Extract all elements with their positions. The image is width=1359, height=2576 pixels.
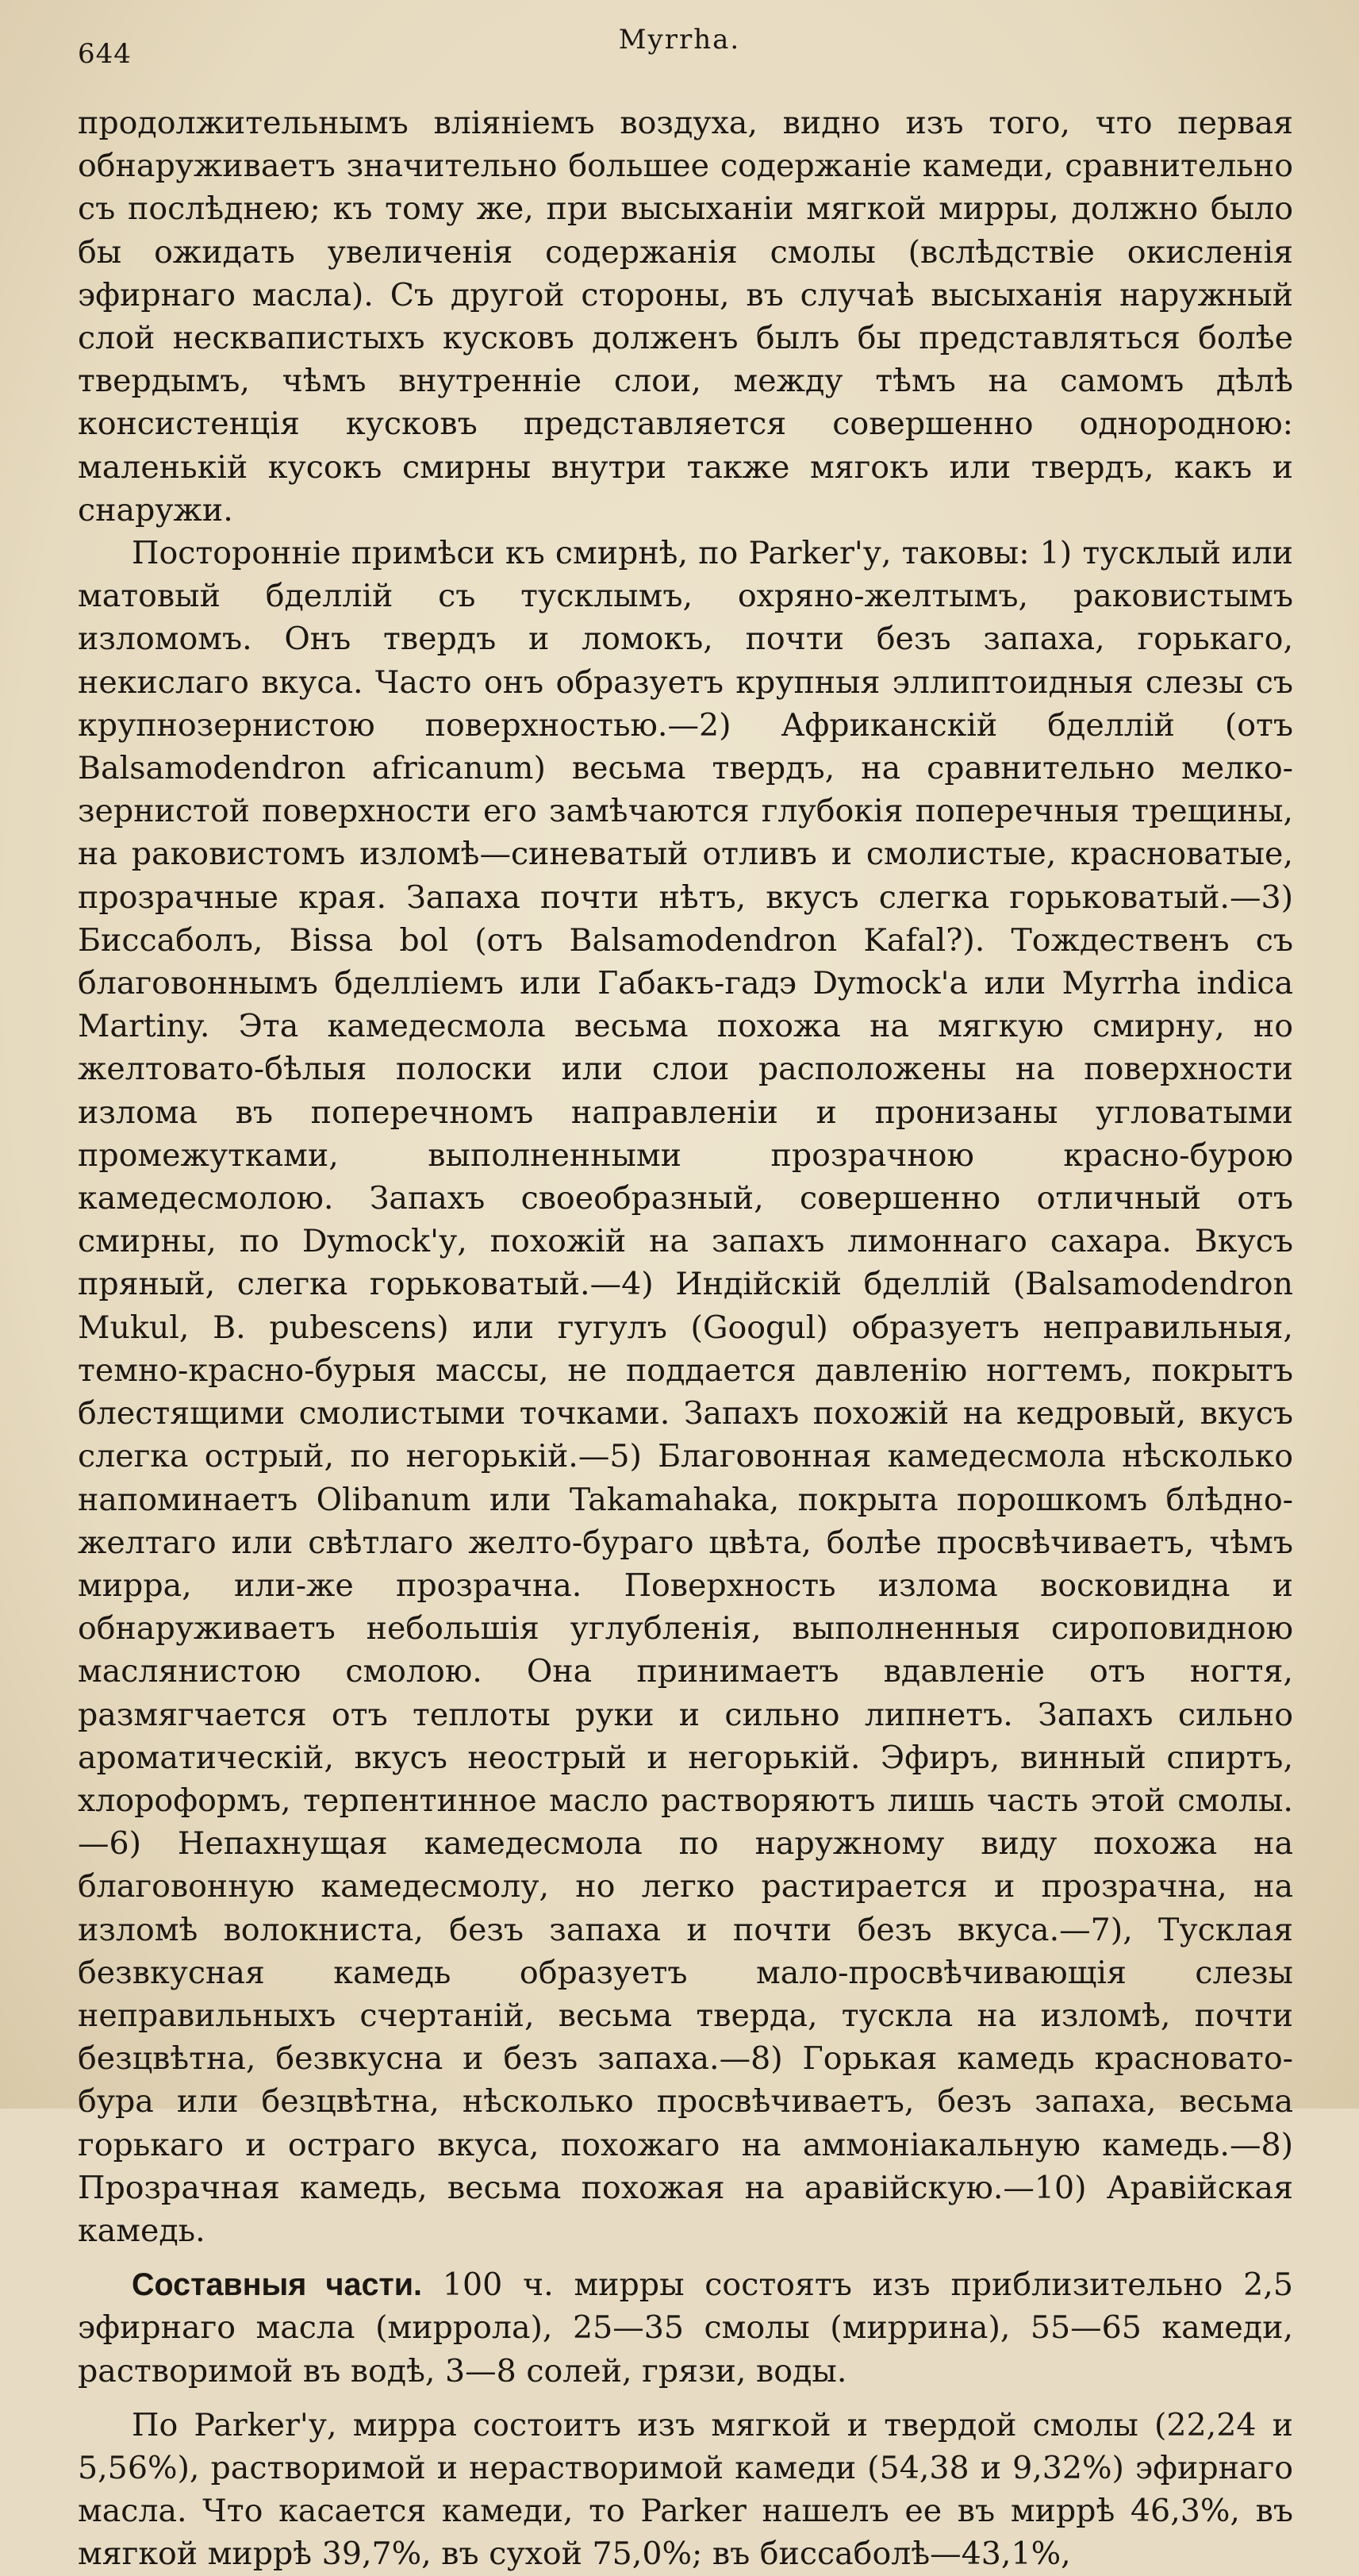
- paragraph-constituents: [78, 2263, 1293, 2393]
- paragraph-gap: [78, 2252, 1293, 2263]
- running-title: Myrrha.: [618, 24, 741, 56]
- section-heading: Составныя части.: [132, 2267, 423, 2303]
- paragraph-parker: По Parker'у, мирра состоитъ изъ мягкой и твердой смолы (22,24 и 5,56%), растворимой и нерастворимой камеди (54,38 и 9,32%) эфирнаго масла. Что касается камеди, то Parker нашелъ ее въ миррѣ 46,3%, въ мягкой миррѣ 39,7%, въ сухой 75,0%; въ биссаболѣ—43,1%,: [78, 2406, 1293, 2573]
- paragraph-admixtures: Посторонніе примѣси къ смирнѣ, по Parker'у, таковы: 1) тусклый или матовый бделлій съ тусклымъ, охряно-желтымъ, раковистымъ изломомъ. Онъ твердъ и ломокъ, почти безъ запаха, горькаго, некислаго вкуса. Часто онъ образуетъ крупныя эллиптоидныя слезы съ крупнозернистою поверхностью.—2) Африканскій бделлій (отъ Balsamodendron africanum) весьма твердъ, на сравнительно мелко-зернистой поверхности его замѣчаются глубокія поперечныя трещины, на раковистомъ изломѣ—синеватый отливъ и смолистые, красноватые, прозрачные края. Запаха почти нѣтъ, вкусъ слегка горьковатый.—3) Биссаболъ, Bissa bol (отъ Balsamodendron Kafal?). Тождественъ съ благовоннымъ бделліемъ или Габакъ-гадэ Dymock'a или Myrrha indica Martiny. Эта камедесмола весьма похожа на мягкую смирну, но желтовато-бѣлыя полоски или слои расположены на поверхности излома въ поперечномъ направленіи и пронизаны угловатыми промежутками, выполненными прозрачною красно-бурою камедесмолою. Запахъ своеобразный, совершенно отличный отъ смирны, по Dymock'у, похожій на запахъ лимоннаго сахара. Вкусъ пряный, слегка горьковатый.—4) Индійскій бделлій (Balsamodendron Mukul, B. pubescens) или гугулъ (Googul) образуетъ неправильныя, темно-красно-бурыя массы, не поддается давленію ногтемъ, покрытъ блестящими смолистыми точками. Запахъ похожій на кедровый, вкусъ слегка острый, по негорькій.—5) Благовонная камедесмола нѣсколько напоминаетъ Olibanum или Takamahaka, покрыта порошкомъ блѣдно-желтаго или свѣтлаго желто-бураго цвѣта, болѣе просвѣчиваетъ, чѣмъ мирра, или-же прозрачна. Поверхность излома восковидна и обнаруживаетъ небольшія углубленія, выполненныя сироповидною маслянистою смолою. Она принимаетъ вдавленіе отъ ногтя, размягчается отъ теплоты руки и сильно липнетъ. Запахъ сильно ароматическій, вкусъ неострый и негорькій. Эфиръ, винный спиртъ, хлороформъ, терпентинное масло растворяютъ лишь часть этой смолы.—6) Непахнущая камедесмола по наружному виду похожа на благовонную камедесмолу, но легко растирается и прозрачна, на изломѣ волокниста, безъ запаха и почти безъ вкуса.—7), Тусклая безвкусная камедь образуетъ мало-просвѣчивающія слезы неправильныхъ счертаній, весьма тверда, тускла на изломѣ, почти безцвѣтна, безвкусна и безъ запаха.—8) Горькая камедь красновато-бура или безцвѣтна, нѣсколько просвѣчиваетъ, безъ запаха, весьма горькаго и остраго вкуса, похожаго на аммоніакальную камедь.—8) Прозрачная камедь, весьма похожая на аравійскую.—10) Аравійская камедь.: [78, 535, 1293, 2249]
- paragraph-gap: [78, 2393, 1293, 2404]
- paragraph-constituents-text: 100 ч. мирры состоятъ изъ приблизительно 2,5 эфирнаго масла (миррола), 25—35 смолы (миррина), 55—65 камеди, растворимой въ водѣ, 3—8 солей, грязи, воды.: [78, 2266, 1293, 2390]
- body-text: [78, 102, 1293, 2576]
- paragraph-continuation: продолжительнымъ вліяніемъ воздуха, видно изъ того, что первая обнаруживаетъ значительно большее содержаніе камеди, сравнительно съ послѣднею; къ тому же, при высыханіи мягкой мирры, должно было бы ожидать увеличенія содержанія смолы (вслѣдствіе окисленія эфирнаго масла). Съ другой стороны, въ случаѣ высыханія наружный слой несквапистыхъ кусковъ долженъ былъ бы представляться болѣе твердымъ, чѣмъ внутренніе слои, между тѣмъ на самомъ дѣлѣ консистенція кусковъ представляется совершенно однородною: маленькій кусокъ смирны внутри также мягокъ или твердъ, какъ и снаружи.: [78, 105, 1293, 529]
- page-number: 644: [78, 38, 132, 70]
